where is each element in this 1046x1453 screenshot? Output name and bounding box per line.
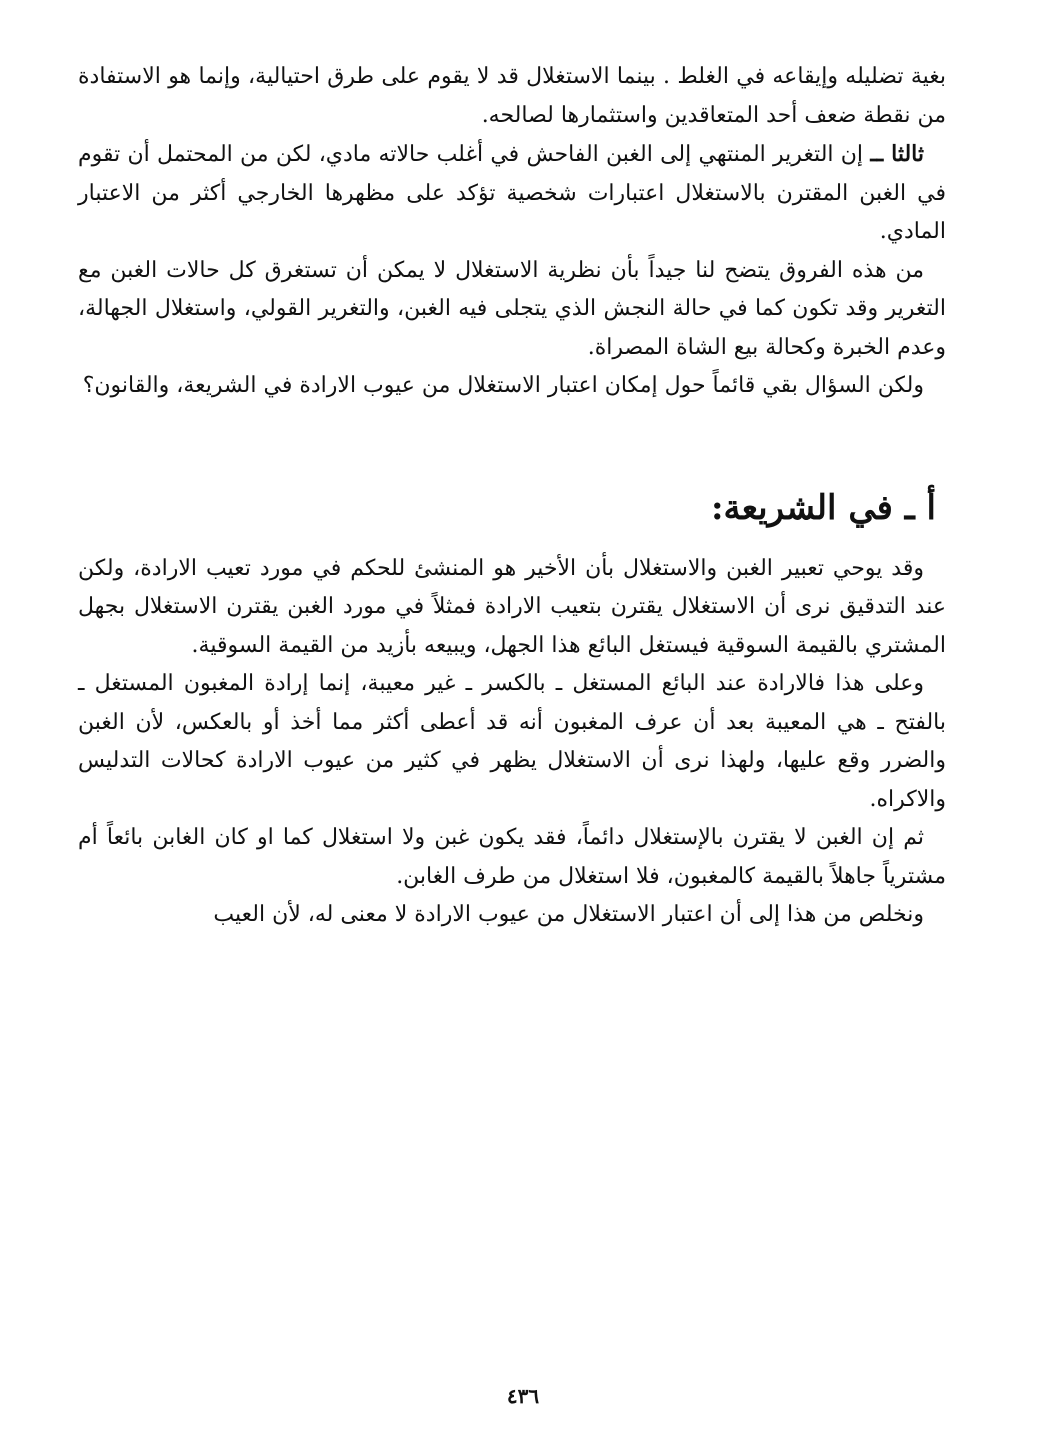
page-number: ٤٣٦: [506, 1384, 540, 1408]
paragraph-lead-label: ثالثا ــ: [870, 141, 924, 167]
paragraph-question: ولكن السؤال بقي قائماً حول إمكان اعتبار الاستغلال من عيوب الارادة في الشريعة، والقانون؟: [82, 373, 924, 398]
paragraph-sharia-1: وقد يوحي تعبير الغبن والاستغلال بأن الأخير هو المنشئ للحكم في مورد تعيب الارادة، ولكن عند التدقيق نرى أن الاستغلال يقترن بتعيب الارادة فمثلاً في مورد الغبن يقترن الاستغلال بجهل المشتري بالقيمة السوقية فيستغل البائع هذا الجهل، ويبيعه بأزيد من القيمة السوقية.: [78, 555, 946, 658]
paragraph-sharia-4: ونخلص من هذا إلى أن اعتبار الاستغلال من عيوب الارادة لا معنى له، لأن العيب: [213, 902, 924, 927]
paragraph-continuation: بغية تضليله وإيقاعه في الغلط . بينما الاستغلال قد لا يقوم على طرق احتيالية، وإنما هو الاستفادة من نقطة ضعف أحد المتعاقدين واستثمارها لصالحه.: [78, 64, 946, 128]
paragraph-text: إن التغرير المنتهي إلى الغبن الفاحش في أغلب حالاته مادي، لكن من المحتمل أن تقوم في الغبن المقترن بالاستغلال اعتبارات شخصية تؤكد على مظهرها الخارجي أكثر من الاعتبار المادي.: [78, 142, 946, 244]
paragraph-third-difference: [78, 135, 946, 252]
paragraph-sharia-2: وعلى هذا فالارادة عند البائع المستغل ـ بالكسر ـ غير معيبة، إنما إرادة المغبون المستغل ـ بالفتح ـ هي المعيبة بعد أن عرف المغبون أنه قد أعطى أكثر مما أخذ أو بالعكس، لأن الغبن والضرر وقع عليها، ولهذا نرى أن الاستغلال يظهر في كثير من عيوب الارادة كحالات التدليس والاكراه.: [78, 671, 946, 812]
page-body: [78, 58, 946, 935]
paragraph-sharia-3: ثم إن الغبن لا يقترن بالإستغلال دائماً، فقد يكون غبن ولا استغلال كما او كان الغابن بائعاً أم مشترياً جاهلاً بالقيمة كالمغبون، فلا استغلال من طرف الغابن.: [78, 825, 946, 889]
section-heading: أ ـ في الشريعة:: [710, 487, 936, 528]
paragraph-differences-summary: من هذه الفروق يتضح لنا جيداً بأن نظرية الاستغلال لا يمكن أن تستغرق كل حالات الغبن مع التغرير وقد تكون كما في حالة النجش الذي يتجلى فيه الغبن، والتغرير القولي، واستغلال الجهالة، وعدم الخبرة وكحالة بيع الشاة المصراة.: [78, 257, 946, 360]
